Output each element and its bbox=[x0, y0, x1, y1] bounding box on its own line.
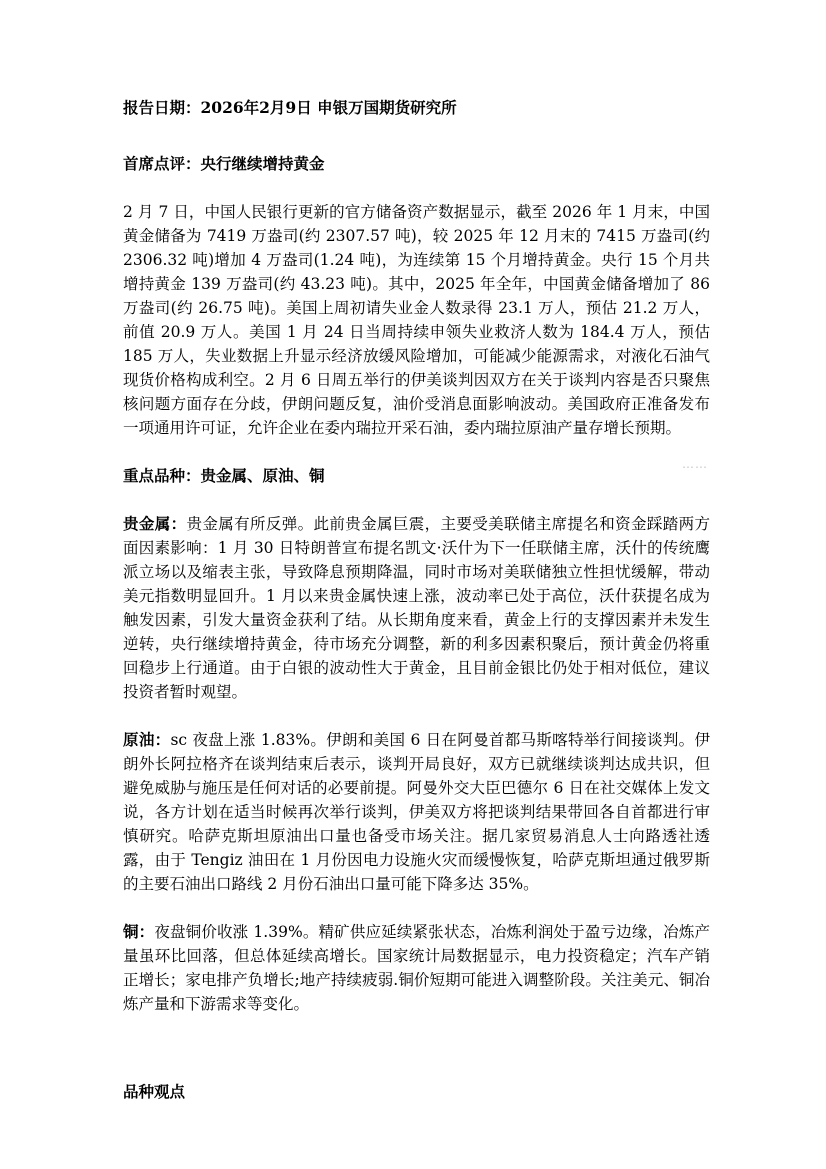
section-label-crude-oil: 原油： bbox=[123, 730, 171, 749]
section-paragraph-crude-oil bbox=[123, 728, 710, 896]
section-body-crude-oil: sc 夜盘上涨 1.83%。伊朗和美国 6 日在阿曼首都马斯喀特举行间接谈判。伊朗外长阿拉格齐在谈判结束后表示，谈判开局良好，双方已就继续谈判达成共识，但避免威胁与施压是任何对话的必要前提。阿曼外交大臣巴德尔 6 日在社交媒体上发文说，各方计划在适当时候再次举行谈判，伊美双方将把谈判结果带回各自首都进行审慎研究。哈萨克斯坦原油出口量也备受市场关注。据几家贸易消息人士向路透社透露，由于 Tengiz 油田在 1 月份因电力设施火灾而缓慢恢复，哈萨克斯坦通过俄罗斯的主要石油出口路线 2 月份石油出口量可能下降多达 35%。 bbox=[123, 731, 710, 893]
key-varieties-heading: 重点品种：贵金属、原油、铜 bbox=[123, 466, 325, 485]
section-label-copper: 铜： bbox=[123, 922, 155, 941]
spacer bbox=[123, 1016, 710, 1080]
spacer bbox=[123, 120, 710, 152]
spacer bbox=[123, 176, 710, 200]
spacer bbox=[123, 704, 710, 728]
overview-paragraph: 2 月 7 日，中国人民银行更新的官方储备资产数据显示，截至 2026 年 1 月末，中国黄金储备为 7419 万盎司(约 2307.57 吨)，较 2025 年 12 月末的 7415 万盎司(约 2306.32 吨)增加 4 万盎司(1.24 吨)，为连续第 15 个月增持黄金。央行 15 个月共增持黄金 139 万盎司(约 43.23 吨)。其中，2025 年全年，中国黄金储备增加了 86 万盎司(约 26.75 吨)。美国上周初请失业金人数录得 23.1 万人，预估 21.2 万人，前值 20.9 万人。美国 1 月 24 日当周持续申领失业救济人数为 184.4 万人，预估 185 万人，失业数据上升显示经济放缓风险增加，可能减少能源需求，对液化石油气现货价格构成利空。2 月 6 日周五举行的伊美谈判因双方在关于谈判内容是否只聚焦核问题方面存在分歧，伊朗问题反复，油价受消息面影响波动。美国政府正准备发布一项通用许可证，允许企业在委内瑞拉开采石油，委内瑞拉原油产量存增长预期。 bbox=[123, 203, 710, 437]
spacer bbox=[123, 440, 710, 464]
report-date-line: 报告日期：2026年2月9日 申银万国期货研究所 bbox=[123, 98, 457, 117]
section-paragraph-precious-metals bbox=[123, 512, 710, 704]
section-label-precious-metals: 贵金属： bbox=[123, 514, 187, 533]
section-paragraph-copper bbox=[123, 920, 710, 1016]
spacer bbox=[123, 896, 710, 920]
chief-comment-heading: 首席点评：央行继续增持黄金 bbox=[123, 154, 325, 173]
section-body-precious-metals: 贵金属有所反弹。此前贵金属巨震，主要受美联储主席提名和资金踩踏两方面因素影响：1 月 30 日特朗普宣布提名凯文·沃什为下一任联储主席，沃什的传统鹰派立场以及缩表主张，导致降息预期降温，同时市场对美联储独立性担忧缓解，带动美元指数明显回升。1 月以来贵金属快速上涨，波动率已处于高位，沃什获提名成为触发因素，引发大量资金获利了结。从长期角度来看，黄金上行的支撑因素并未发生逆转，央行继续增持黄金，待市场充分调整，新的利多因素积聚后，预计黄金仍将重回稳步上行通道。由于白银的波动性大于黄金，且目前金银比仍处于相对低位，建议投资者暂时观望。 bbox=[123, 515, 710, 701]
section-body-copper: 夜盘铜价收涨 1.39%。精矿供应延续紧张状态，冶炼利润处于盈亏边缘，冶炼产量虽环比回落，但总体延续高增长。国家统计局数据显示，电力投资稳定；汽车产销正增长；家电排产负增长;地产持续疲弱.铜价短期可能进入调整阶段。关注美元、铜冶炼产量和下游需求等变化。 bbox=[123, 923, 710, 1013]
spacer bbox=[123, 488, 710, 512]
revision-mark-dots: …… bbox=[682, 457, 708, 471]
variety-views-heading: 品种观点 bbox=[123, 1082, 186, 1101]
